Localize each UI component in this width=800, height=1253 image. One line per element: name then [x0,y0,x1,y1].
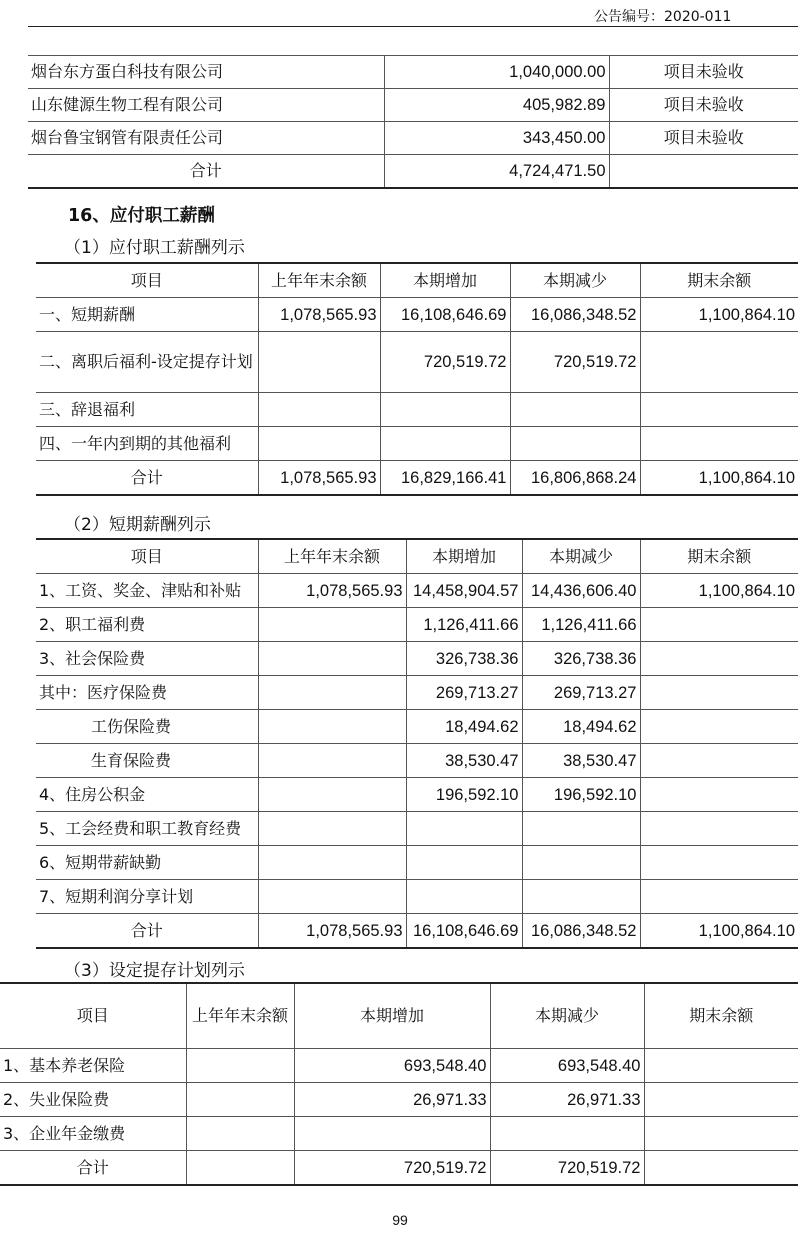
table-cell [644,1151,798,1186]
table-cell: 18,494.62 [522,710,640,744]
table-cell: 343,450.00 [384,122,609,155]
table-cell [406,812,522,846]
table-row [36,427,798,461]
table-row [0,1083,798,1117]
row-label: 1、工资、奖金、津贴和补贴 [36,574,258,608]
table-cell: 18,494.62 [406,710,522,744]
table-cell: 196,592.10 [406,778,522,812]
table-cell [640,332,798,393]
table-cell [609,155,798,189]
table-cell: 1,040,000.00 [384,56,609,89]
table-cell: 烟台东方蛋白科技有限公司 [28,56,384,89]
table-header-row [36,263,798,298]
table-cell: 16,829,166.41 [380,461,510,496]
table-cell [258,846,406,880]
table-cell [640,710,798,744]
section-title: 16、应付职工薪酬 [68,206,215,226]
table-cell: 269,713.27 [522,676,640,710]
table-cell: 1,078,565.93 [258,914,406,949]
column-header: 上年年末余额 [186,983,294,1049]
table-cell [258,880,406,914]
table-cell [522,846,640,880]
row-label: 合计 [0,1151,186,1186]
table-row [36,298,798,332]
table-row [28,122,798,155]
table-cell: 项目未验收 [609,122,798,155]
table-cell: 26,971.33 [490,1083,644,1117]
table-cell [644,1083,798,1117]
table-cell: 693,548.40 [490,1049,644,1083]
table-cell [406,880,522,914]
notice-number: 公告编号：2020-011 [594,9,732,25]
table-row [36,880,798,914]
row-label: 3、社会保险费 [36,642,258,676]
table-row [36,642,798,676]
column-header: 上年年末余额 [258,263,380,298]
table-cell [640,608,798,642]
table-cell [186,1049,294,1083]
table-cell [258,393,380,427]
table-cell [640,642,798,676]
row-label: 4、住房公积金 [36,778,258,812]
table-row [36,710,798,744]
header-rule [28,26,798,27]
table-cell [186,1151,294,1186]
table-cell [294,1117,490,1151]
table-cell: 1,100,864.10 [640,914,798,949]
table-total-row [28,155,798,189]
table-cell: 16,086,348.52 [522,914,640,949]
row-label: 6、短期带薪缺勤 [36,846,258,880]
table-cell: 38,530.47 [522,744,640,778]
table-cell [258,642,406,676]
table-cell: 326,738.36 [522,642,640,676]
table-cell: 405,982.89 [384,89,609,122]
table-cell: 1,126,411.66 [406,608,522,642]
table-cell [258,332,380,393]
table-cell: 1,100,864.10 [640,461,798,496]
table-cell: 693,548.40 [294,1049,490,1083]
table-cell: 14,436,606.40 [522,574,640,608]
table-cell: 720,519.72 [490,1151,644,1186]
table-cell: 1,078,565.93 [258,461,380,496]
column-header: 本期增加 [406,539,522,574]
table-row [36,332,798,393]
table-cell: 1,100,864.10 [640,574,798,608]
table-cell [522,880,640,914]
row-label: 三、辞退福利 [36,393,258,427]
table-cell [380,427,510,461]
table-cell: 720,519.72 [380,332,510,393]
column-header: 本期减少 [510,263,640,298]
table-cell [406,846,522,880]
page-number: 99 [392,1212,408,1228]
row-label: 其中：医疗保险费 [36,676,258,710]
column-header: 项目 [0,983,186,1049]
table-cell [490,1117,644,1151]
row-label: 7、短期利润分享计划 [36,880,258,914]
table-row [28,56,798,89]
table-cell [640,676,798,710]
table-cell: 16,108,646.69 [380,298,510,332]
column-header: 项目 [36,263,258,298]
table-row [36,846,798,880]
table-row [36,393,798,427]
table-cell: 1,078,565.93 [258,574,406,608]
column-header: 期末余额 [640,263,798,298]
table-cell: 38,530.47 [406,744,522,778]
table-cell: 720,519.72 [294,1151,490,1186]
table-row [36,778,798,812]
table-cell [510,393,640,427]
short-term-pay-table [36,538,798,949]
table-cell [640,778,798,812]
table-cell: 14,458,904.57 [406,574,522,608]
table-cell [258,710,406,744]
table-cell [522,812,640,846]
column-header: 期末余额 [644,983,798,1049]
row-label: 四、一年内到期的其他福利 [36,427,258,461]
row-label: 生育保险费 [36,744,258,778]
column-header: 本期增加 [294,983,490,1049]
table-cell: 720,519.72 [510,332,640,393]
table-total-row [36,461,798,496]
table-cell: 1,100,864.10 [640,298,798,332]
table-row [36,608,798,642]
table-cell [186,1117,294,1151]
column-header: 本期减少 [522,539,640,574]
table-cell [644,1117,798,1151]
row-label: 工伤保险费 [36,710,258,744]
table-cell [644,1049,798,1083]
table-row [0,1117,798,1151]
table-cell [640,427,798,461]
receivables-continuation-table [28,55,798,189]
table-row [0,1049,798,1083]
table-cell: 1,078,565.93 [258,298,380,332]
row-label: 5、工会经费和职工教育经费 [36,812,258,846]
row-label: 一、短期薪酬 [36,298,258,332]
table-cell [258,608,406,642]
row-label: 二、离职后福利-设定提存计划 [36,332,258,393]
table-caption: （3）设定提存计划列示 [64,961,245,981]
table-cell: 16,806,868.24 [510,461,640,496]
row-label: 合计 [36,914,258,949]
column-header: 项目 [36,539,258,574]
table-cell: 16,108,646.69 [406,914,522,949]
table-row [36,676,798,710]
table-cell: 196,592.10 [522,778,640,812]
table-cell [258,744,406,778]
row-label: 合计 [36,461,258,496]
table-cell [510,427,640,461]
table-cell [380,393,510,427]
table-cell [258,427,380,461]
table-cell: 1,126,411.66 [522,608,640,642]
table-cell: 合计 [28,155,384,189]
table-header-row [36,539,798,574]
row-label: 3、企业年金缴费 [0,1117,186,1151]
table-row [28,89,798,122]
table-cell [640,846,798,880]
column-header: 本期减少 [490,983,644,1049]
table-cell: 山东健源生物工程有限公司 [28,89,384,122]
column-header: 上年年末余额 [258,539,406,574]
table-row [36,812,798,846]
table-cell [258,778,406,812]
table-cell: 16,086,348.52 [510,298,640,332]
table-cell: 269,713.27 [406,676,522,710]
row-label: 2、失业保险费 [0,1083,186,1117]
table-cell [640,880,798,914]
table-cell: 项目未验收 [609,89,798,122]
table-cell: 项目未验收 [609,56,798,89]
table-cell [258,812,406,846]
table-cell [640,393,798,427]
table-row [36,744,798,778]
table-cell [186,1083,294,1117]
table-cell: 26,971.33 [294,1083,490,1117]
column-header: 期末余额 [640,539,798,574]
table-cell [258,676,406,710]
row-label: 2、职工福利费 [36,608,258,642]
table-header-row [0,983,798,1049]
table-total-row [36,914,798,949]
table-cell: 4,724,471.50 [384,155,609,189]
table-cell: 烟台鲁宝钢管有限责任公司 [28,122,384,155]
column-header: 本期增加 [380,263,510,298]
table-cell [640,744,798,778]
defined-contribution-table [0,982,798,1186]
table-cell [640,812,798,846]
row-label: 1、基本养老保险 [0,1049,186,1083]
table-cell: 326,738.36 [406,642,522,676]
table-caption: （1）应付职工薪酬列示 [64,238,245,258]
table-total-row [0,1151,798,1186]
table-row [36,574,798,608]
table-caption: （2）短期薪酬列示 [64,515,211,535]
payroll-payable-table [36,262,798,496]
